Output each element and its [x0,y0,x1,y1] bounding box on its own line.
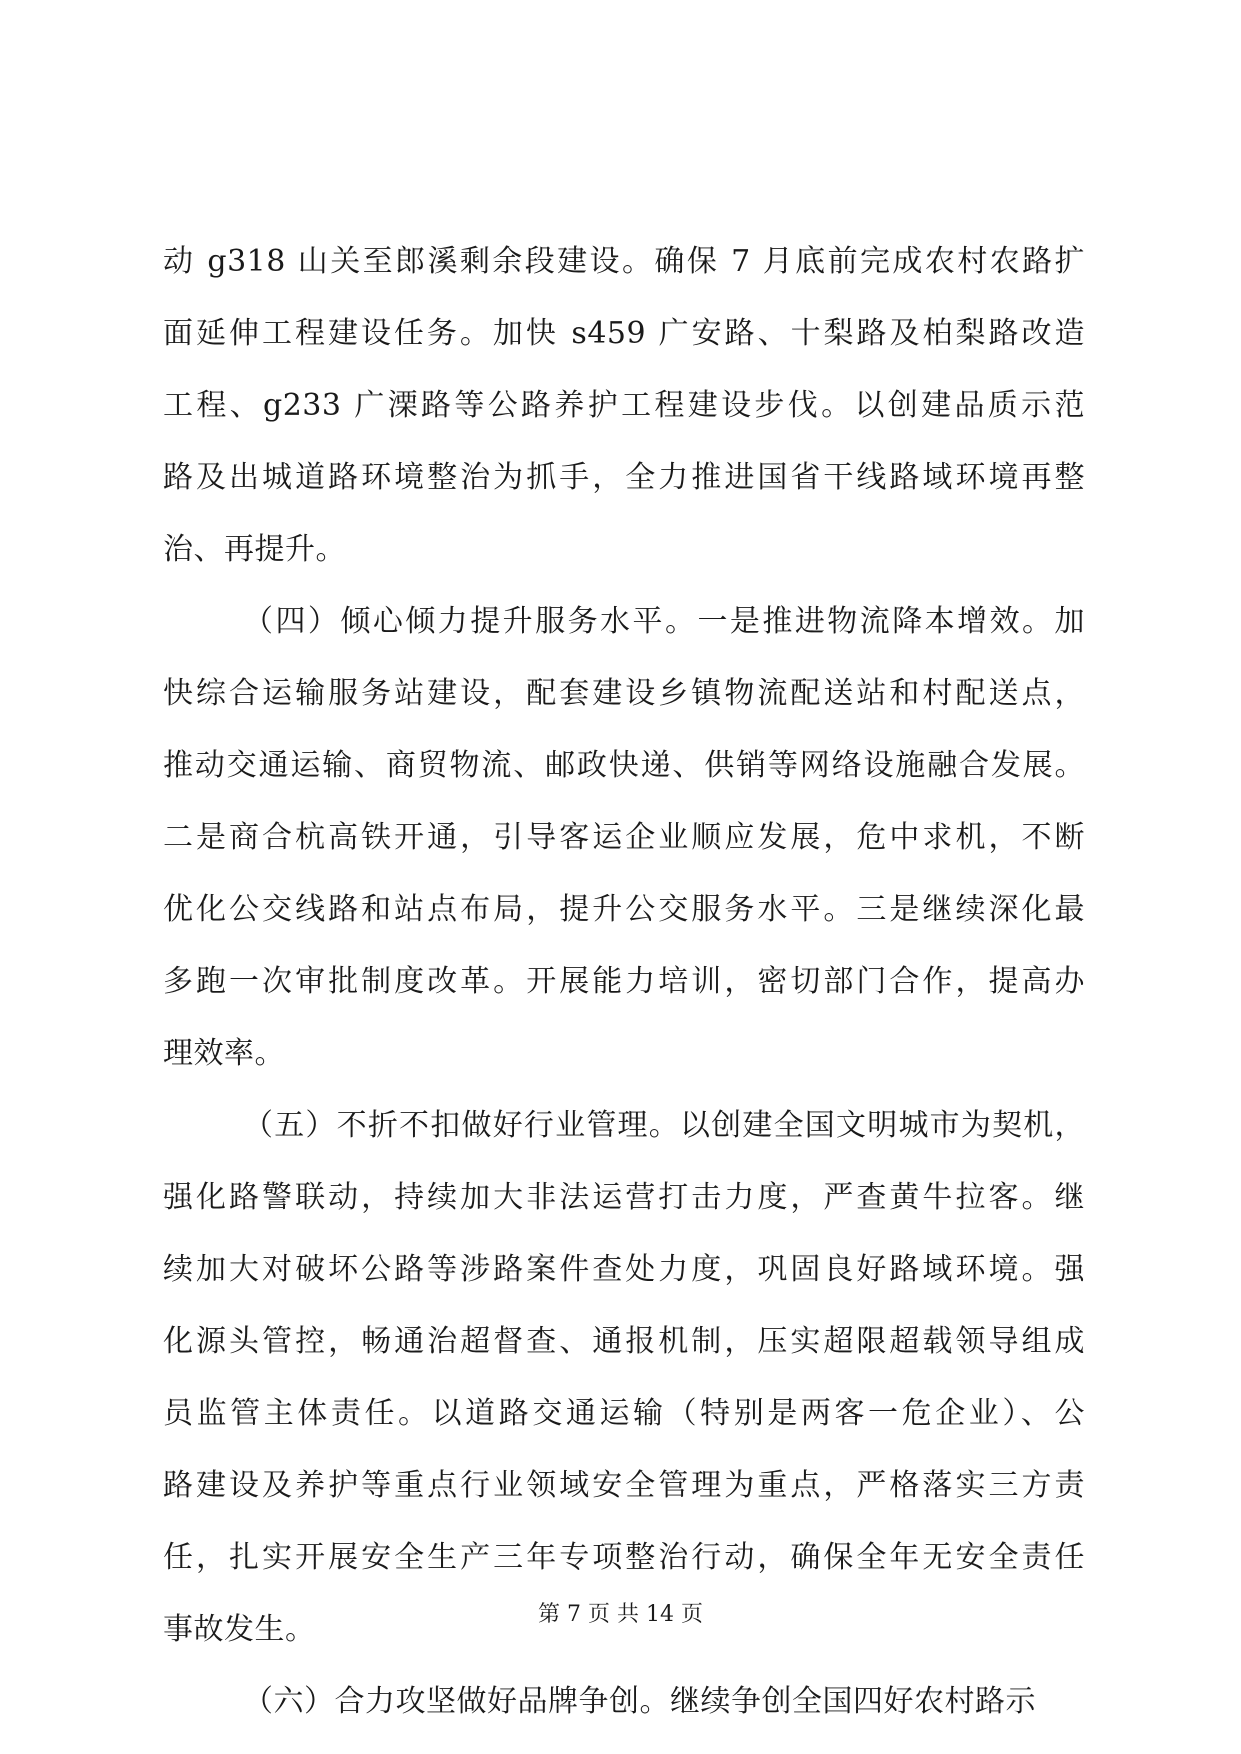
text-line: 任，扎实开展安全生产三年专项整治行动，确保全年无安全责任 [163,1540,1085,1575]
text-line: 事故发生。 [163,1612,316,1647]
text-line: 理效率。 [163,1036,285,1071]
text-line: 化源头管控，畅通治超督查、通报机制，压实超限超载领导组成 [163,1324,1085,1359]
text-line: 多跑一次审批制度改革。开展能力培训，密切部门合作，提高办 [163,964,1085,999]
text-line: 路及出城道路环境整治为抓手，全力推进国省干线路域环境再整 [163,460,1085,495]
document-body [163,226,1085,1738]
text-line: 面延伸工程建设任务。加快 s459 广安路、十梨路及柏梨路改造 [163,316,1085,351]
text-line: 快综合运输服务站建设，配套建设乡镇物流配送站和村配送点， [163,676,1085,711]
section-heading-line: （五）不折不扣做好行业管理。以创建全国文明城市为契机， [243,1108,1085,1143]
section-heading-line: （四）倾心倾力提升服务水平。一是推进物流降本增效。加 [243,604,1085,639]
text-line: 推动交通运输、商贸物流、邮政快递、供销等网络设施融合发展。 [163,748,1085,783]
section-heading-line: （六）合力攻坚做好品牌争创。继续争创全国四好农村路示 [243,1684,1036,1719]
text-line: 工程、g233 广溧路等公路养护工程建设步伐。以创建品质示范 [163,388,1085,423]
text-line: 续加大对破坏公路等涉路案件查处力度，巩固良好路域环境。强 [163,1252,1085,1287]
text-line: 强化路警联动，持续加大非法运营打击力度，严查黄牛拉客。继 [163,1180,1085,1215]
text-line: 路建设及养护等重点行业领域安全管理为重点，严格落实三方责 [163,1468,1085,1503]
text-line: 动 g318 山关至郎溪剩余段建设。确保 7 月底前完成农村农路扩 [163,244,1085,279]
text-line: 员监管主体责任。以道路交通运输（特别是两客一危企业）、公 [163,1396,1085,1431]
text-line: 二是商合杭高铁开通，引导客运企业顺应发展，危中求机，不断 [163,820,1085,855]
page-footer [0,1600,1241,1630]
text-line: 优化公交线路和站点布局，提升公交服务水平。三是继续深化最 [163,892,1085,927]
page-number: 第 7 页 共 14 页 [538,1602,703,1627]
text-line: 治、再提升。 [163,532,346,567]
